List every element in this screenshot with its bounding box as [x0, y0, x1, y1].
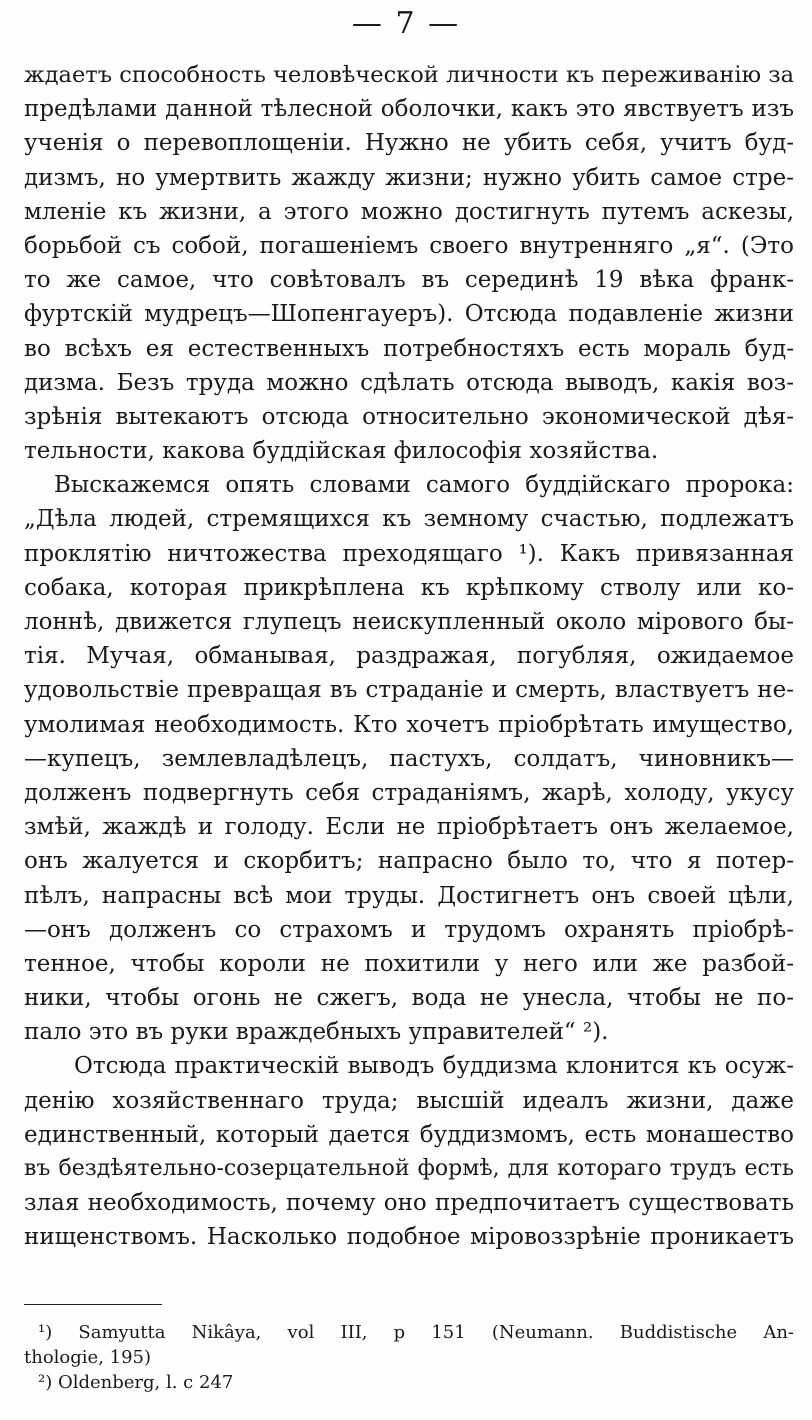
text-line: нищенствомъ. Насколько подобное міровоззрѣніе проникаетъ	[24, 1224, 794, 1251]
text-line: во всѣхъ ея естественныхъ потребностяхъ есть мораль буд-	[24, 335, 794, 362]
text-line: пѣлъ, напрасны всѣ мои труды. Достигнетъ онъ своей цѣли,	[24, 882, 794, 909]
body-text	[24, 58, 794, 1255]
text-line: —онъ долженъ со страхомъ и трудомъ охранять пріобрѣ-	[24, 916, 794, 943]
text-line: „Дѣла людей, стремящихся къ земному счастью, подлежатъ	[24, 506, 794, 533]
text-line: мленіе къ жизни, а этого можно достигнуть путемъ аскезы,	[24, 198, 794, 225]
footnote-1: ¹) Samyutta Nikâya, vol III, p 151 (Neumann. Buddistische An-	[38, 1322, 794, 1343]
text-line: тія. Мучая, обманывая, раздражая, погубляя, ожидаемое	[24, 643, 794, 670]
text-line: проклятію ничтожества преходящаго ¹). Какъ привязанная	[24, 540, 794, 567]
text-line: —купецъ, землевладѣлецъ, пастухъ, солдатъ, чиновникъ—	[24, 745, 794, 772]
footnote-1-continuation: thologie, 195)	[24, 1347, 152, 1368]
text-line: тельности, какова буддійская философія хозяйства.	[24, 438, 659, 465]
page-number: — 7 —	[351, 6, 461, 41]
text-line: единственный, который дается буддизмомъ, есть монашество	[24, 1121, 794, 1148]
text-line: долженъ подвергнуть себя страданіямъ, жарѣ, холоду, укусу	[24, 779, 794, 806]
text-line: въ бездѣятельно-созерцательной формѣ, для котораго трудъ есть	[24, 1156, 794, 1181]
footnote-2: ²) Oldenberg, l. c 247	[38, 1372, 234, 1393]
text-line: пало это въ руки враждебныхъ управителей“ ²).	[24, 1019, 609, 1046]
text-line: то же самое, что совѣтовалъ въ серединѣ 19 вѣка франк-	[24, 267, 794, 294]
text-line: умолимая необходимость. Кто хочетъ пріобрѣтать имущество,	[24, 711, 794, 738]
text-line: борьбой съ собой, погашеніемъ своего внутренняго „я“. (Это	[24, 232, 794, 259]
text-line: ники, чтобы огонь не сжегъ, вода не унесла, чтобы не по-	[24, 985, 794, 1012]
text-line: предѣлами данной тѣлесной оболочки, какъ это явствуетъ изъ	[24, 96, 794, 123]
text-line: тенное, чтобы короли не похитили у него или же разбой-	[24, 950, 794, 977]
text-line: фуртскій мудрецъ—Шопенгауеръ). Отсюда подавленіе жизни	[24, 301, 794, 328]
text-line: злая необходимость, почему оно предпочитаетъ существовать	[24, 1190, 794, 1217]
text-line: денію хозяйственнаго труда; высшій идеалъ жизни, даже	[24, 1087, 794, 1114]
paragraph-2	[24, 468, 794, 1049]
text-line: змѣй, жаждѣ и голоду. Если не пріобрѣтаетъ онъ желаемое,	[24, 814, 794, 841]
text-line: удовольствіе превращая въ страданіе и смерть, властвуетъ не-	[24, 677, 794, 704]
text-line: собака, которая прикрѣплена къ крѣпкому стволу или ко-	[24, 574, 794, 601]
footnotes	[24, 1320, 794, 1395]
text-line: Выскажемся опять словами самого буддійскаго пророка:	[54, 472, 794, 499]
text-line: онъ жалуется и скорбитъ; напрасно было то, что я потер-	[24, 848, 794, 875]
text-line: ждаетъ способность человѣческой личности къ переживанію за	[24, 62, 794, 88]
text-line: лоннѣ, движется глупецъ неискупленный около мірового бы-	[24, 609, 794, 635]
text-line: дизмъ, но умертвить жажду жизни; нужно убить самое стре-	[24, 164, 794, 191]
footnote-divider	[24, 1304, 162, 1305]
text-line: дизма. Безъ труда можно сдѣлать отсюда выводъ, какія воз-	[24, 369, 794, 396]
text-line: Отсюда практическій выводъ буддизма клонится къ осуж-	[74, 1053, 794, 1080]
paragraph-3	[24, 1049, 794, 1254]
paragraph-1	[24, 58, 794, 468]
text-line: ученія о перевоплощеніи. Нужно не убить себя, учитъ буд-	[24, 130, 794, 157]
text-line: зрѣнія вытекаютъ отсюда относительно экономической дѣя-	[24, 403, 794, 430]
